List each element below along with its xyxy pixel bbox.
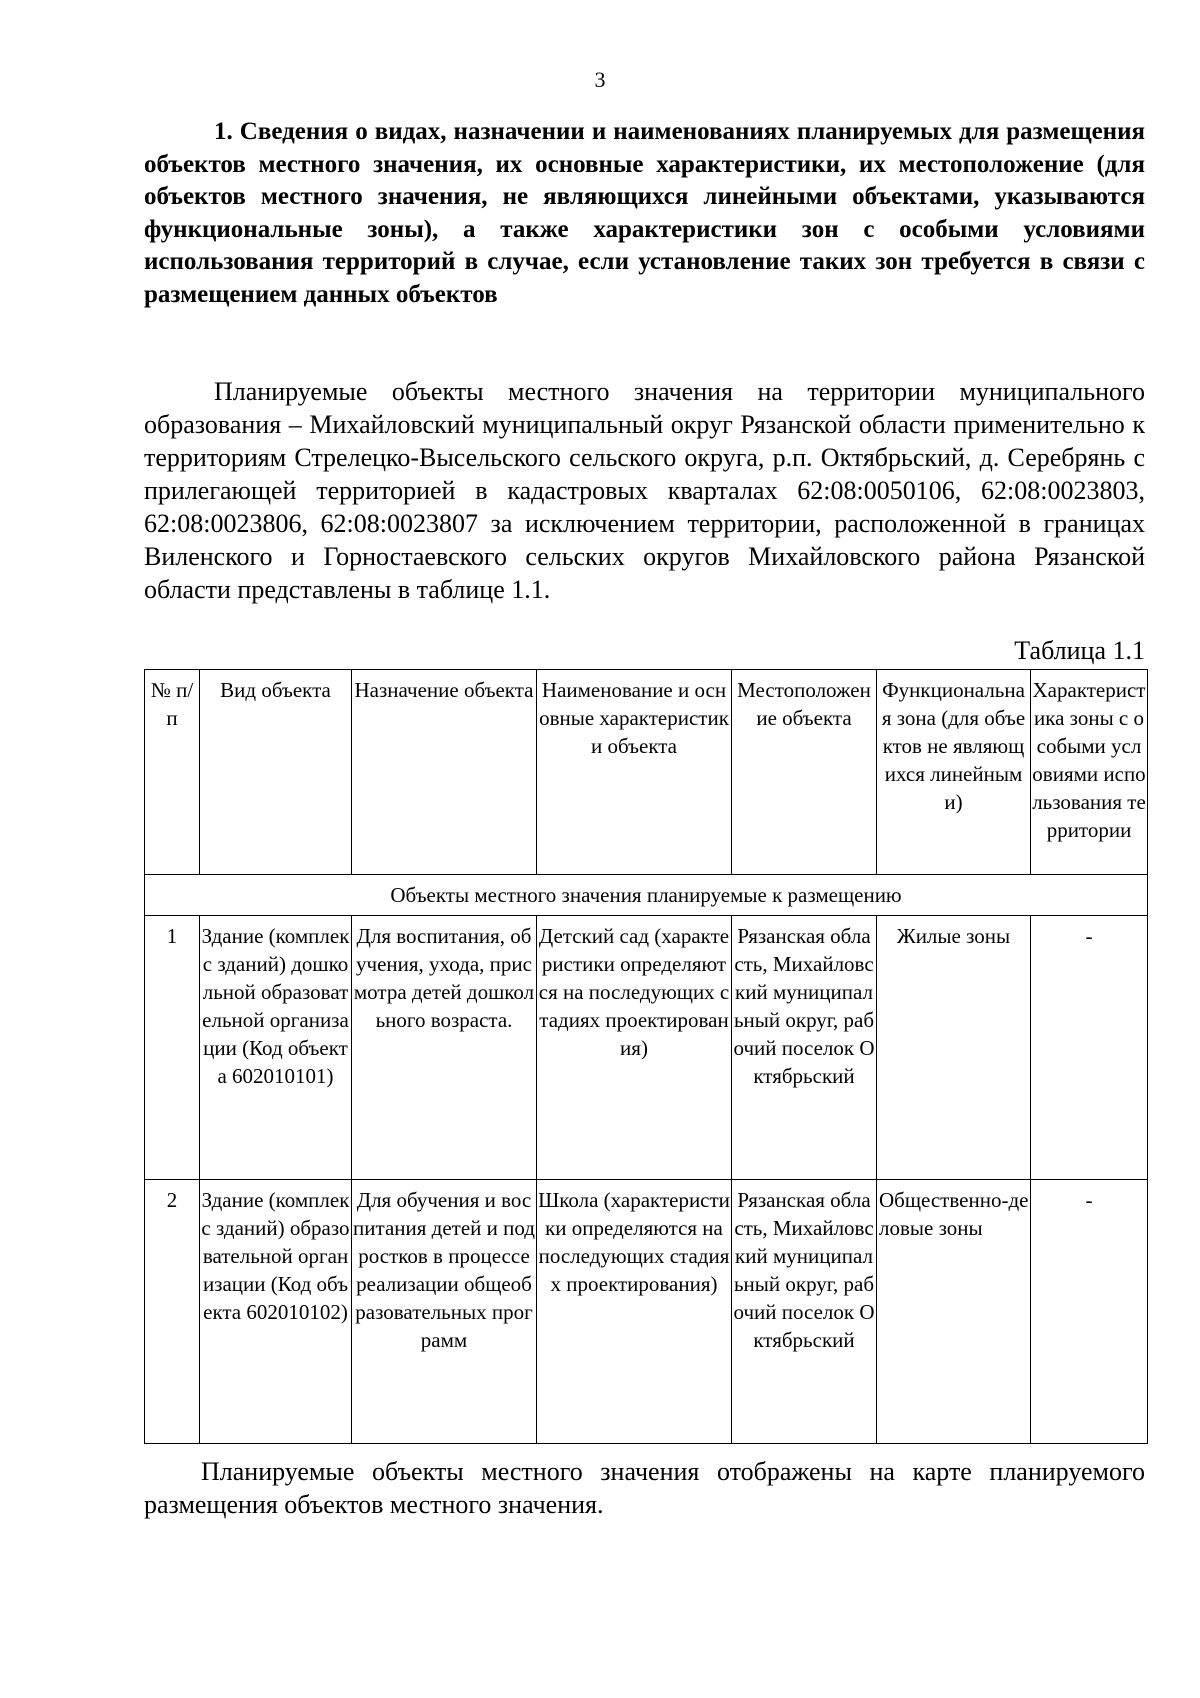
cell-special-zone: - — [1031, 916, 1148, 1180]
closing-paragraph: Планируемые объекты местного значения отображены на карте планируемого размещения объектов местного значения. — [144, 1457, 1145, 1519]
header-purpose: Назначение объекта — [352, 670, 537, 875]
cell-purpose: Для обучения и воспитания детей и подростков в процессе реализации общеобразовательных программ — [352, 1180, 537, 1444]
table-section-row — [145, 875, 1148, 916]
cell-zone: Общественно-деловые зоны — [877, 1180, 1031, 1444]
cell-special-zone: - — [1031, 1180, 1148, 1444]
page-number: 3 — [594, 67, 606, 92]
table-row — [145, 1180, 1148, 1444]
section-title: Объекты местного значения планируемые к размещению — [145, 875, 1148, 916]
cell-location: Рязанская область, Михайловский муниципальный округ, рабочий поселок Октябрьский — [732, 916, 877, 1180]
cell-name: Детский сад (характеристики определяются на последующих стадиях проектирования) — [537, 916, 732, 1180]
cell-purpose: Для воспитания, обучения, ухода, присмотра детей дошкольного возраста. — [352, 916, 537, 1180]
cell-location: Рязанская область, Михайловский муниципальный округ, рабочий поселок Октябрьский — [732, 1180, 877, 1444]
cell-num: 1 — [145, 916, 200, 1180]
table-row — [145, 916, 1148, 1180]
cell-type: Здание (комплекс зданий) дошкольной образовательной организации (Код объекта 602010101) — [200, 916, 352, 1180]
header-location: Местоположение объекта — [732, 670, 877, 875]
header-zone: Функциональная зона (для объектов не являющихся линейными) — [877, 670, 1031, 875]
table-caption: Таблица 1.1 — [1014, 636, 1145, 665]
header-name: Наименование и основные характеристики объекта — [537, 670, 732, 875]
table-header-row — [145, 670, 1148, 875]
header-num: № п/п — [145, 670, 200, 875]
cell-num: 2 — [145, 1180, 200, 1444]
intro-paragraph: Планируемые объекты местного значения на территории муниципального образования – Михайловский муниципальный округ Рязанской области применительно к территориям Стрелецко-Высельского сельского округа, р.п. Октябрьский, д. Серебрянь с прилегающей территорией в кадастровых кварталах 62:08:0050106, 62:08:0023803, 62:08:0023806, 62:08:0023807 за исключением территории, расположенной в границах Виленского и Горностаевского сельских округов Михайловского района Рязанской области представлены в таблице 1.1. — [144, 377, 1145, 604]
cell-type: Здание (комплекс зданий) образовательной организации (Код объекта 602010102) — [200, 1180, 352, 1444]
header-special-zone: Характеристика зоны с особыми условиями использования территории — [1031, 670, 1148, 875]
planned-objects-table — [144, 669, 1148, 1444]
header-type: Вид объекта — [200, 670, 352, 875]
cell-zone: Жилые зоны — [877, 916, 1031, 1180]
section-heading: 1. Сведения о видах, назначении и наименованиях планируемых для размещения объектов местного значения, их основные характеристики, их местоположение (для объектов местного значения, не являющихся линейными объектами, указываются функциональные зоны), а также характеристики зон с особыми условиями использования территорий в случае, если установление таких зон требуется в связи с размещением данных объектов — [144, 118, 1145, 308]
cell-name: Школа (характеристики определяются на последующих стадиях проектирования) — [537, 1180, 732, 1444]
